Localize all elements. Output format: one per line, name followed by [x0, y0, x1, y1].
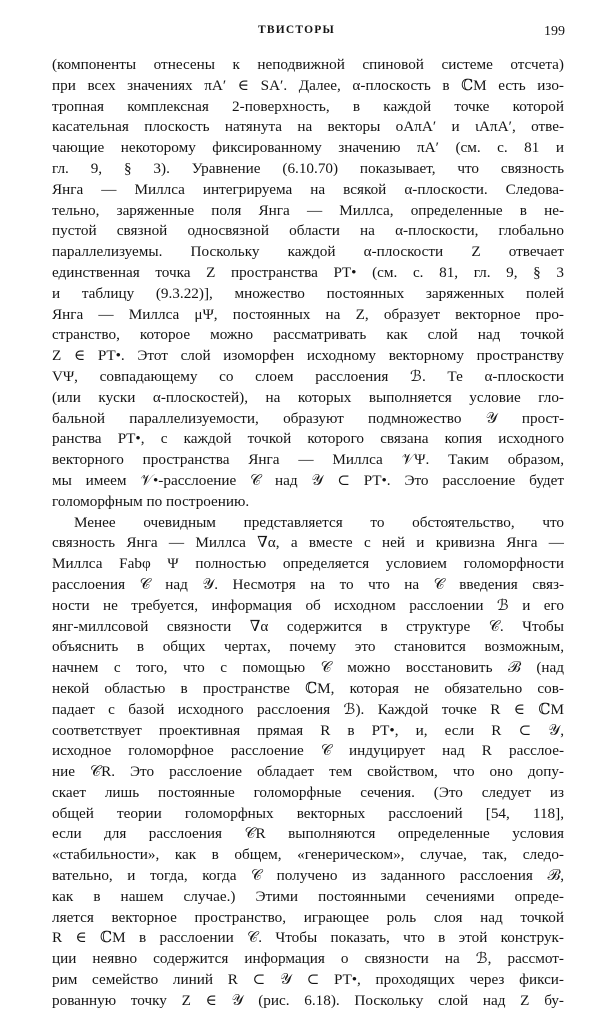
text-line: Миллса Fabφ Ψ полностью определяется условием голоморфности: [52, 555, 564, 573]
text-line: (или куски α-плоскостей), на которых выполняется условие гло-: [52, 388, 564, 406]
text-line: мы имеем 𝒱•-расслоение 𝒞 над 𝒴 ⊂ PT•. Это расслоение будет: [52, 471, 564, 489]
text-line: исходное голоморфное расслоение 𝒞 индуцирует над R расслое-: [52, 742, 564, 760]
text-line: тропная комплексная 2-поверхность, в каждой точке которой: [52, 97, 564, 115]
text-line: соответствует проективная прямая R в PT•, и, если R ⊂ 𝒴,: [52, 721, 564, 739]
text-line: начнем с того, что с помощью 𝒞 можно восстановить ℬ (над: [52, 659, 564, 677]
text-line: вательно, и тогда, когда 𝒞 получено из заданного расслоения ℬ,: [52, 867, 564, 885]
text-line: если для расслоения 𝒞R выполняются определенные условия: [52, 825, 564, 843]
text-line: R ∈ ℂM в расслоении 𝒞. Чтобы показать, что в этой конструк-: [52, 929, 564, 947]
text-line: как в нашем случае.) Этими постоянными сечениями опреде-: [52, 887, 564, 905]
text-line: рованную точку Z ∈ 𝒴 (рис. 6.18). Поскольку слой над Z бу-: [52, 991, 564, 1009]
text-line: странство, которое можно рассматривать как слой над точкой: [52, 326, 564, 344]
body-text: [52, 55, 564, 1012]
text-line: Янга — Миллса интегрируема на всякой α-плоскости. Следова-: [52, 180, 564, 198]
text-line: параллелизуемы. Поскольку каждой α-плоскости Z отвечает: [52, 243, 564, 261]
text-line: голоморфным по построению.: [52, 492, 250, 510]
text-line: рим семейство линий R ⊂ 𝒴 ⊂ PT•, проходящих через фикси-: [52, 971, 564, 989]
text-line: падает с базой исходного расслоения ℬ). Каждой точке R ∈ ℂM: [52, 700, 564, 718]
text-line: (компоненты отнесены к неподвижной спиновой системе отсчета): [52, 56, 564, 73]
text-line: скает лишь постоянные голоморфные сечения. (Это следует из: [52, 783, 564, 801]
text-line: расслоения 𝒞 над 𝒴. Несмотря на то что на 𝒞 введения связ-: [52, 575, 564, 593]
text-line: ляется векторное пространство, играющее роль слоя над точкой: [52, 908, 564, 926]
text-line: некой областью в пространстве ℂM, которая не обязательно сов-: [52, 679, 564, 697]
text-line: чающие некоторому фиксированному значению πA′ (см. с. 81 и: [52, 139, 564, 157]
text-line: янг-миллсовой связности ∇α содержится в структуре 𝒞. Чтобы: [52, 617, 564, 635]
text-line: Янга — Миллса μΨ, постоянных на Z, образует векторное про-: [52, 305, 564, 323]
text-line: пустой связной односвязной области на α-плоскости, глобально: [52, 222, 564, 240]
text-line: единственная точка Z пространства PT• (см. с. 81, гл. 9, § 3: [52, 263, 564, 281]
text-line: векторного пространства Янга — Миллса 𝒱Ψ. Таким образом,: [52, 451, 564, 469]
text-line: ности не требуется, информация об исходном расслоении ℬ и его: [52, 596, 564, 614]
text-line: и таблицу (9.3.22)], множество постоянных заряженных полей: [52, 284, 564, 302]
text-line: Менее очевидным представляется то обстоятельство, что: [74, 513, 564, 531]
running-head-title: ТВИСТОРЫ: [258, 24, 335, 36]
text-line: VΨ, совпадающему со слоем расслоения ℬ. Те α-плоскости: [52, 367, 564, 385]
text-line: Z ∈ PT•. Этот слой изоморфен исходному векторному пространству: [52, 347, 564, 365]
text-line: ции неявно содержится информация о связности на ℬ, рассмот-: [52, 950, 564, 968]
text-line: ранства PT•, с каждой точкой которого связана копия исходного: [52, 430, 564, 448]
text-line: связность Янга — Миллса ∇α, а вместе с ней и кривизна Янга —: [52, 534, 564, 552]
text-line: гл. 9, § 3). Уравнение (6.10.70) показывает, что связность: [52, 159, 564, 177]
page-number: 199: [544, 24, 565, 39]
text-line: при всех значениях πA′ ∈ SA′. Далее, α-плоскость в ℂM есть изо-: [52, 76, 564, 94]
text-line: объяснить в общих чертах, почему это становится возможным,: [52, 638, 564, 656]
text-line: общей теории голоморфных векторных расслоений [54, 118],: [52, 804, 564, 822]
text-line: бальной параллелизуемости, образуют подмножество 𝒴 прост-: [52, 409, 564, 427]
text-line: тельно, заряженные поля Янга — Миллса, определенные в не-: [52, 201, 564, 219]
text-line: «стабильности», как в общем, «генерическом», случае, так, следо-: [52, 846, 564, 864]
paragraph-1: [52, 55, 564, 513]
text-line: касательная плоскость натянута на векторы oAπA′ и ιAπA′, отве-: [52, 118, 564, 136]
text-line: ние 𝒞R. Это расслоение обладает тем свойством, что оно допу-: [52, 763, 564, 781]
paragraph-2: [52, 513, 564, 1012]
